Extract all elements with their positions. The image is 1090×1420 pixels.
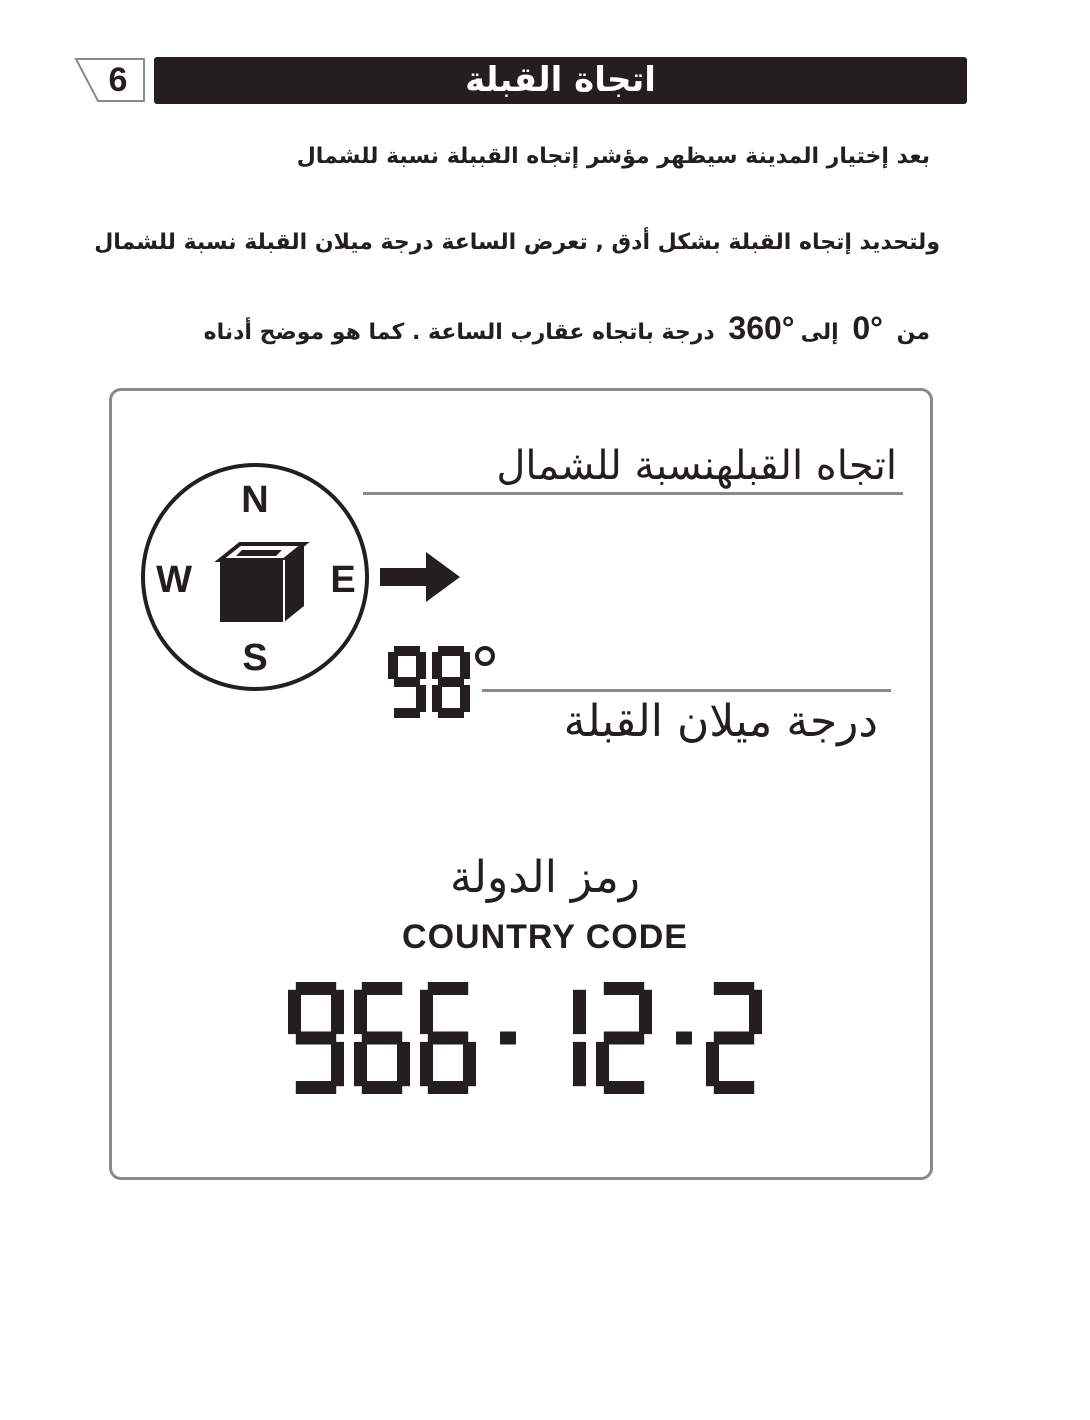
segment-g bbox=[604, 1032, 644, 1045]
digit-2 bbox=[596, 982, 652, 1094]
segment-c bbox=[416, 685, 426, 712]
segment-b bbox=[416, 652, 426, 679]
range-end-degree: 360° bbox=[728, 310, 795, 346]
segment-e bbox=[706, 1042, 719, 1086]
body-text-line-3 bbox=[204, 310, 930, 347]
segment-b bbox=[460, 652, 470, 679]
digit-8 bbox=[432, 646, 470, 718]
divider-line bbox=[482, 689, 891, 692]
country-code-label-arabic: رمز الدولة bbox=[449, 852, 641, 903]
segment-a bbox=[296, 982, 336, 995]
segment-g bbox=[362, 1032, 402, 1045]
range-start-degree: 0° bbox=[852, 310, 883, 346]
segment-g bbox=[394, 677, 420, 687]
compass-north-label: N bbox=[241, 479, 269, 521]
body-text-line-1: بعد إختيار المدينة سيظهر مؤشر إتجاه القببلة نسبة للشمال bbox=[296, 144, 930, 169]
segment-g bbox=[296, 1032, 336, 1045]
segment-e bbox=[432, 685, 442, 712]
dash-segment bbox=[676, 1032, 692, 1045]
segment-f bbox=[388, 652, 398, 679]
segment-c bbox=[397, 1042, 410, 1086]
qibla-direction-arrow-icon bbox=[380, 552, 460, 602]
digit-2 bbox=[706, 982, 762, 1094]
segment-d bbox=[604, 1081, 644, 1094]
segment-f bbox=[432, 652, 442, 679]
page-number: 6 bbox=[108, 61, 128, 99]
kaaba-icon bbox=[220, 544, 304, 622]
country-code-label: COUNTRY CODE bbox=[402, 918, 688, 956]
digit-6 bbox=[354, 982, 410, 1094]
segment-a bbox=[428, 982, 468, 995]
segment-d bbox=[714, 1081, 754, 1094]
line3-suffix: درجة باتجاه عقارب الساعة . كما هو موضح أدناه bbox=[203, 320, 715, 345]
digit-6 bbox=[420, 982, 476, 1094]
segment-c bbox=[573, 1042, 586, 1086]
line3-prefix: من bbox=[896, 320, 930, 345]
qibla-degree-readout bbox=[386, 640, 506, 724]
degree-symbol bbox=[477, 648, 493, 664]
segment-d bbox=[296, 1081, 336, 1094]
segment-b bbox=[573, 990, 586, 1034]
segment-f bbox=[288, 990, 301, 1034]
segment-g bbox=[428, 1032, 468, 1045]
qibla-heading-label: اتجاه القبلهنسبة للشمال bbox=[496, 443, 897, 489]
segment-a bbox=[604, 982, 644, 995]
line3-to-word: إلى bbox=[800, 320, 839, 345]
segment-c bbox=[463, 1042, 476, 1086]
digit-1 bbox=[573, 990, 586, 1086]
segment-f bbox=[354, 990, 367, 1034]
segment-f bbox=[420, 990, 433, 1034]
segment-d bbox=[428, 1081, 468, 1094]
segment-a bbox=[714, 982, 754, 995]
dash-segment bbox=[500, 1032, 516, 1045]
segment-e bbox=[354, 1042, 367, 1086]
country-code-readout bbox=[286, 978, 806, 1100]
section-title: اتجاة القبلة bbox=[465, 60, 656, 100]
segment-d bbox=[394, 708, 420, 718]
segment-a bbox=[362, 982, 402, 995]
segment-b bbox=[331, 990, 344, 1034]
segment-e bbox=[420, 1042, 433, 1086]
segment-e bbox=[596, 1042, 609, 1086]
digit-9 bbox=[288, 982, 344, 1094]
body-text-line-2: ولتحديد إتجاه القبلة بشكل أدق , تعرض الساعة درجة ميلان القبلة نسبة للشمال bbox=[94, 230, 940, 255]
compass-east-label: E bbox=[330, 559, 356, 601]
segment-g bbox=[714, 1032, 754, 1045]
compass-south-label: S bbox=[242, 637, 268, 679]
qibla-angle-label: درجة ميلان القبلة bbox=[563, 696, 878, 747]
segment-g bbox=[438, 677, 464, 687]
segment-b bbox=[749, 990, 762, 1034]
section-title-bar bbox=[154, 57, 967, 104]
segment-c bbox=[331, 1042, 344, 1086]
compass-west-label: W bbox=[156, 559, 192, 601]
divider-line bbox=[363, 492, 903, 495]
digit-9 bbox=[388, 646, 426, 718]
segment-c bbox=[460, 685, 470, 712]
segment-d bbox=[362, 1081, 402, 1094]
segment-b bbox=[639, 990, 652, 1034]
